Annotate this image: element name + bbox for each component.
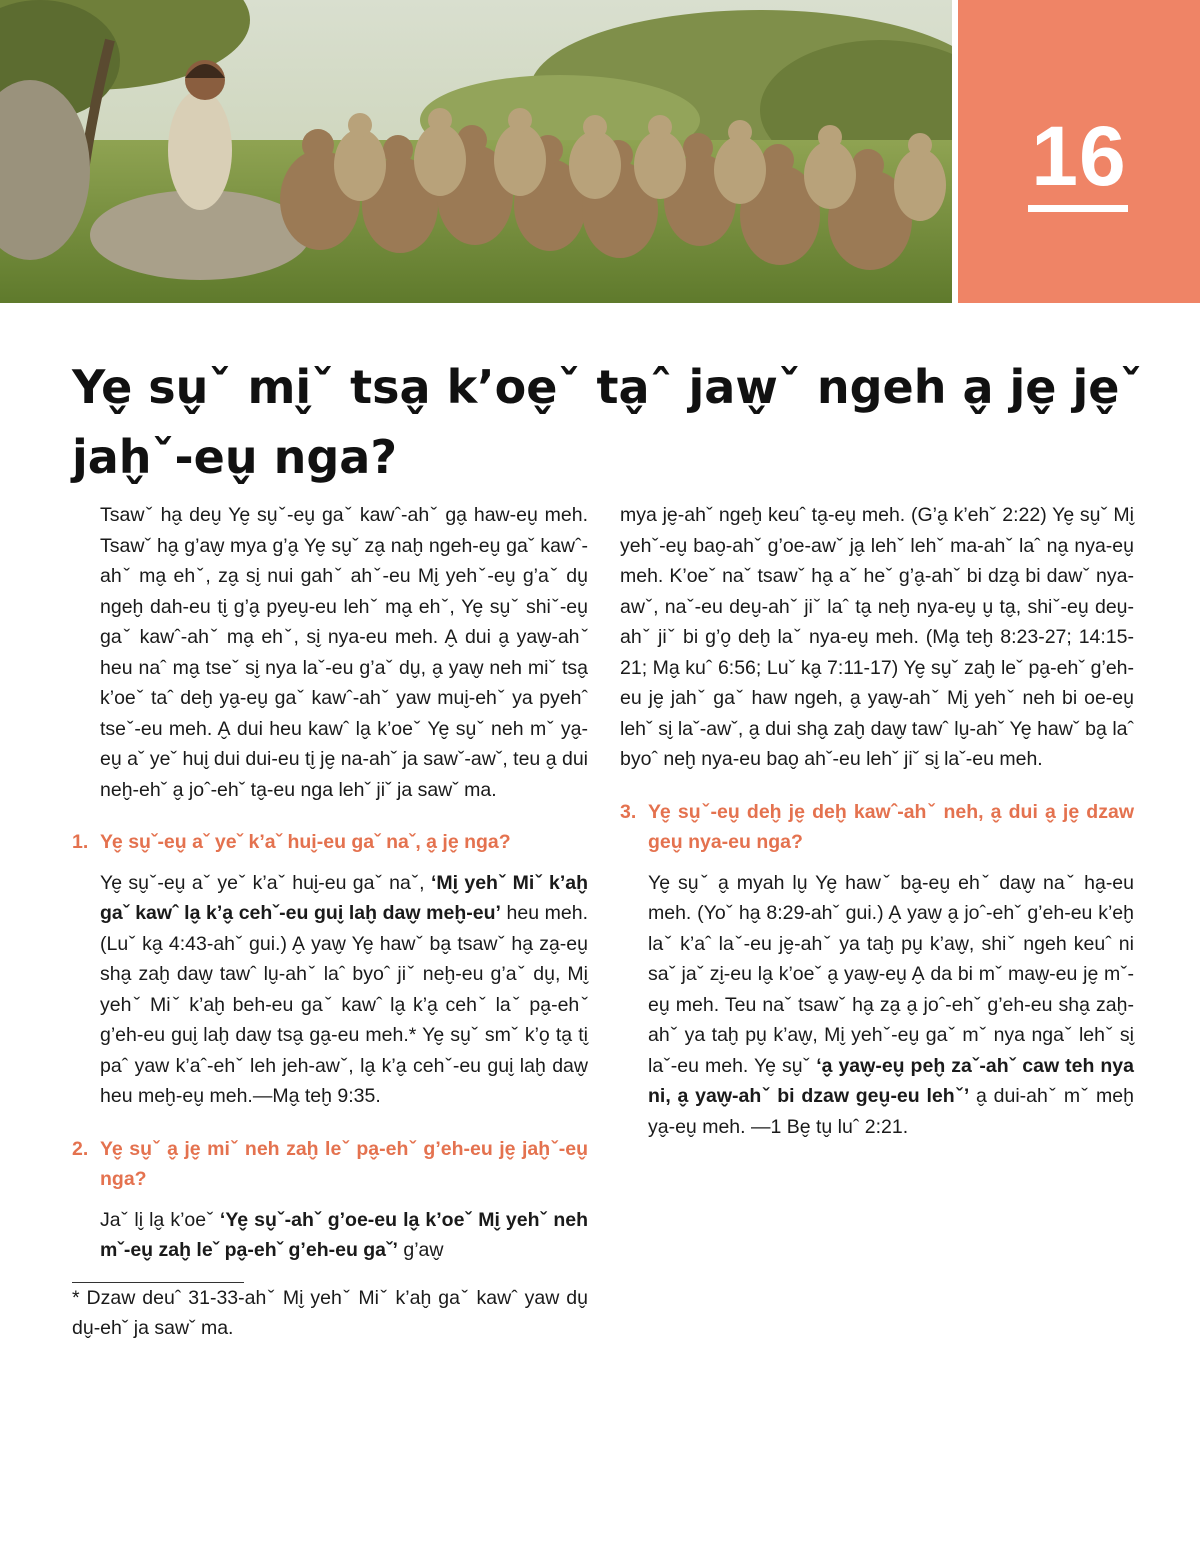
- lesson-number-badge: [958, 0, 1200, 303]
- answer-2: [72, 1205, 588, 1266]
- answer-3-post: a̬ dui-ahˇ mˇ meh̬ ya̬-eu̬ meh. —1 Be̬ tu̬ luˆ 2:21.: [648, 1085, 1134, 1138]
- question-2-text: Ye̬ su̬ˇ a̬ je̬ miˇ neh zah̬ leˇ pa̬-ehˇ g’eh-eu je̬ jah̬ˇ-eu̬ nga?: [100, 1137, 588, 1190]
- question-2: [72, 1134, 588, 1195]
- question-3: [620, 797, 1134, 858]
- question-1-number: 1.: [72, 831, 89, 853]
- lesson-number: 16: [1031, 109, 1127, 203]
- footnote: * Dzaw deuˆ 31-33-ahˇ Mi̬ yehˇ Miˇ k’ah̬ gaˇ kawˆ yaw du̬ du̬-ehˇ ja sawˇ ma.: [72, 1286, 588, 1339]
- intro-paragraph: Tsawˇ ha̬ deu̬ Ye̬ su̬ˇ-eu̬ gaˇ kawˆ-ahˇ ga̬ haw-eu̬ meh. Tsawˇ ha̬ g’aw̬ mya g’a̬ Ye̬ su̬ˇ za̬ nah̬ ngeh-eu̬ gaˇ kawˆ-ahˇ ma̬ ehˇ, za̬ si̬ nui gahˇ ahˇ-eu Mi̬ yehˇ-eu̬ g’aˇ du̬ ngeh̬ dah-eu ti̬ g’a̬ pyeu̬-eu lehˇ ma̬ ehˇ, Ye̬ su̬ˇ shiˇ-eu̬ gaˇ kawˆ-ahˇ ma̬ ehˇ, si̬ nya-eu meh. A̬ dui a̬ yaw̬-ahˇ heu naˆ ma̬ tseˇ si̬ nya laˇ-eu g’aˇ du̬, a̬ yaw̬ neh miˇ tsa̬ k’oeˇ taˆ deh̬ ya̬-eu̬ gaˇ kawˆ-ahˇ yaw mui̬-ehˇ ya pyehˆ tseˇ-eu meh. A̬ dui heu kawˆ la̬ k’oeˇ Ye̬ su̬ˇ neh mˇ ya̬-eu̬ aˇ yeˇ hui̬ dui dui-eu ti̬ je̬ na-ahˇ ja sawˇ-awˇ, teu a̬ dui neh̬-ehˇ a̬ joˆ-ehˇ ta̬-eu nga lehˇ jiˇ ja sawˇ ma.: [100, 504, 588, 801]
- right-column: [620, 500, 1134, 1142]
- question-1-text: Ye̬ su̬ˇ-eu̬ aˇ yeˇ k’aˇ hui̬-eu gaˇ naˇ, a̬ je̬ nga?: [100, 831, 511, 853]
- answer-2-post: g’aw̬: [397, 1239, 444, 1261]
- answer-3-bold: ‘a̬ yaw̬-eu̬ peh̬ zaˇ-ahˇ caw teh nya ni, a̬ yaw̬-ahˇ bi dzaw geu̬-eu lehˇ’: [648, 1054, 1134, 1107]
- hero-image: [0, 0, 952, 303]
- answer-3-pre: Ye̬ su̬ˇ a̬ myah lu̬ Ye̬ hawˇ ba̬-eu̬ ehˇ daw̬ naˇ ha̬-eu meh. (Yoˇ ha̬ 8:29-ahˇ gui.) A̬ yaw̬ a̬ joˆ-ehˇ g’eh-eu k’eh̬ laˇ k’aˆ laˇ-eu je̬-ahˇ ya tah̬ pu̬ k’aw̬, shiˇ ngeh keuˆ ni saˇ jaˇ zi̬-eu la̬ k’oeˇ a̬ yaw̬-eu̬ A̬ da bi mˇ maw̬-eu je̬ mˇ-eu̬ meh. Teu naˇ tsawˇ ha̬ za̬ a̬ joˆ-ehˇ g’eh-eu sha̬ zah̬-ahˇ ya tah̬ pu̬ k’aw̬, Mi̬ yehˇ-eu̬ gaˇ mˇ nya ngaˇ lehˇ si̬ laˇ-eu meh. Ye̬ su̬ˇ: [648, 871, 1134, 1077]
- answer-1: [72, 868, 588, 1112]
- answer-1-post: heu meh. (Luˇ ka̬ 4:43-ahˇ gui.) A̬ yaw̬ Ye̬ hawˇ ba̬ tsawˇ ha̬ za̬-eu̬ sha̬ zah̬ daw̬ tawˆ lu̬-ahˇ laˆ byoˆ jiˇ neh̬-eu g’aˇ du̬, Mi̬ yehˇ Miˇ k’ah̬ beh-eu gaˇ kawˆ la̬ k’a̬ cehˇ laˇ pa̬-ehˇ g’eh-eu gui̬ lah̬ daw̬ tsa̬ ga̬-eu meh.* Ye̬ su̬ˇ smˇ k’o̬ ta̬ ti̬ paˆ yaw k’aˆ-ehˇ leh jeh-awˇ, la̬ k’a̬ cehˇ-eu gui̬ lah̬ daw̬ heu meh̬-eu̬ meh.—Ma̬ teh̬ 9:35.: [100, 902, 588, 1107]
- left-column: [72, 500, 588, 1344]
- question-3-number: 3.: [620, 800, 637, 823]
- hero-illustration: [0, 0, 952, 303]
- answer-3: [620, 868, 1134, 1143]
- question-3-text: Ye̬ su̬ˇ-eu̬ deh̬ je̬ deh̬ kawˆ-ahˇ neh, a̬ dui a̬ je̬ dzaw geu̬ nya-eu nga?: [648, 800, 1134, 853]
- question-2-number: 2.: [72, 1137, 89, 1160]
- answer-2-bold: ‘Ye̬ su̬ˇ-ahˇ g’oe-eu la̬ k’oeˇ Mi̬ yehˇ neh mˇ-eu̬ zah̬ leˇ pa̬-ehˇ g’eh-eu gaˇ’: [100, 1208, 588, 1261]
- right-intro-paragraph: mya je̬-ahˇ ngeh̬ keuˆ ta̬-eu̬ meh. (G’a̬ k’ehˇ 2:22) Ye̬ su̬ˇ Mi̬ yehˇ-eu̬ bao̬-ahˇ g’oe-awˇ ja̬ lehˇ lehˇ ma-ahˇ laˆ na̬ nya-eu̬ meh. K’oeˇ naˇ tsawˇ ha̬ aˇ heˇ g’a̬-ahˇ bi dza̬ bi dawˇ nya-awˇ, naˇ-eu deu̬-ahˇ jiˇ laˆ ta̬ neh̬ nya-eu̬ u̬ ta̬, shiˇ-eu̬ deu̬-ahˇ jiˇ bi g’o̬ deh̬ laˇ nya-eu̬ meh. (Ma̬ teh̬ 8:23-27; 14:15-21; Ma̬ kuˆ 6:56; Luˇ ka̬ 7:11-17) Ye̬ su̬ˇ zah̬ leˇ pa̬-ehˇ g’eh-eu je̬ jahˇ gaˇ haw ngeh, a̬ yaw̬-ahˇ Mi̬ yehˇ neh bi oe-eu̬ lehˇ si̬ laˇ-awˇ, a̬ dui sha̬ zah̬ daw̬ tawˆ lu̬-ahˇ Ye̬ hawˇ ba̬ laˆ byoˆ neh̬ nya-eu bao̬ ahˇ-eu lehˇ jiˇ si̬ laˇ-eu meh.: [620, 504, 1134, 770]
- badge-underline: [1028, 205, 1128, 212]
- answer-2-pre: Jaˇ li̬ la̬ k’oeˇ: [100, 1208, 220, 1231]
- answer-1-pre: Ye̬ su̬ˇ-eu̬ aˇ yeˇ k’aˇ hui̬-eu gaˇ naˇ,: [100, 871, 431, 894]
- page-title: Ye̬ su̬ˇ mi̬ˇ tsa̬ k’oe̬ˇ ta̬ˆ jaw̬ˇ ngeh a̬ je̬ je̬ˇ jah̬ˇ-eu̬ nga?: [72, 360, 1143, 484]
- question-1: [72, 827, 588, 858]
- answer-1-bold: ‘Mi̬ yehˇ Miˇ k’ah̬ gaˇ kawˆ la̬ k’a̬ cehˇ-eu gui̬ lah̬ daw̬ meh̬-eu’: [100, 871, 589, 924]
